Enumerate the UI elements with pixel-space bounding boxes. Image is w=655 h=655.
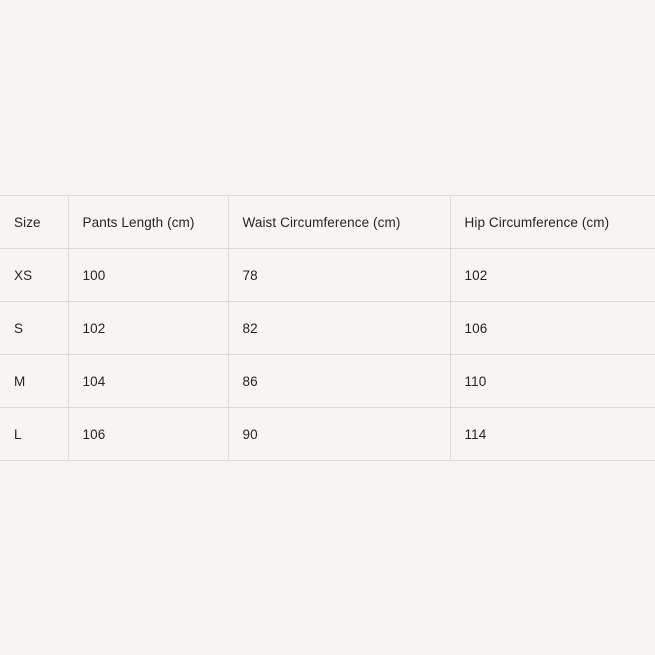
column-header-waist-circumference: Waist Circumference (cm) (228, 196, 450, 249)
column-header-size: Size (0, 196, 68, 249)
cell-hip-circumference: 106 (450, 302, 655, 355)
table-row (0, 355, 655, 408)
cell-waist-circumference: 78 (228, 249, 450, 302)
cell-pants-length: 106 (68, 408, 228, 461)
cell-size: M (0, 355, 68, 408)
cell-size: S (0, 302, 68, 355)
cell-waist-circumference: 90 (228, 408, 450, 461)
size-chart-container (0, 195, 655, 461)
table-row (0, 302, 655, 355)
cell-pants-length: 104 (68, 355, 228, 408)
cell-pants-length: 100 (68, 249, 228, 302)
table-body (0, 249, 655, 461)
table-header-row (0, 196, 655, 249)
cell-waist-circumference: 86 (228, 355, 450, 408)
table-header (0, 196, 655, 249)
cell-waist-circumference: 82 (228, 302, 450, 355)
cell-pants-length: 102 (68, 302, 228, 355)
cell-hip-circumference: 114 (450, 408, 655, 461)
column-header-hip-circumference: Hip Circumference (cm) (450, 196, 655, 249)
table-row (0, 408, 655, 461)
cell-size: L (0, 408, 68, 461)
cell-hip-circumference: 102 (450, 249, 655, 302)
table-row (0, 249, 655, 302)
cell-hip-circumference: 110 (450, 355, 655, 408)
column-header-pants-length: Pants Length (cm) (68, 196, 228, 249)
cell-size: XS (0, 249, 68, 302)
size-chart-table (0, 195, 655, 461)
